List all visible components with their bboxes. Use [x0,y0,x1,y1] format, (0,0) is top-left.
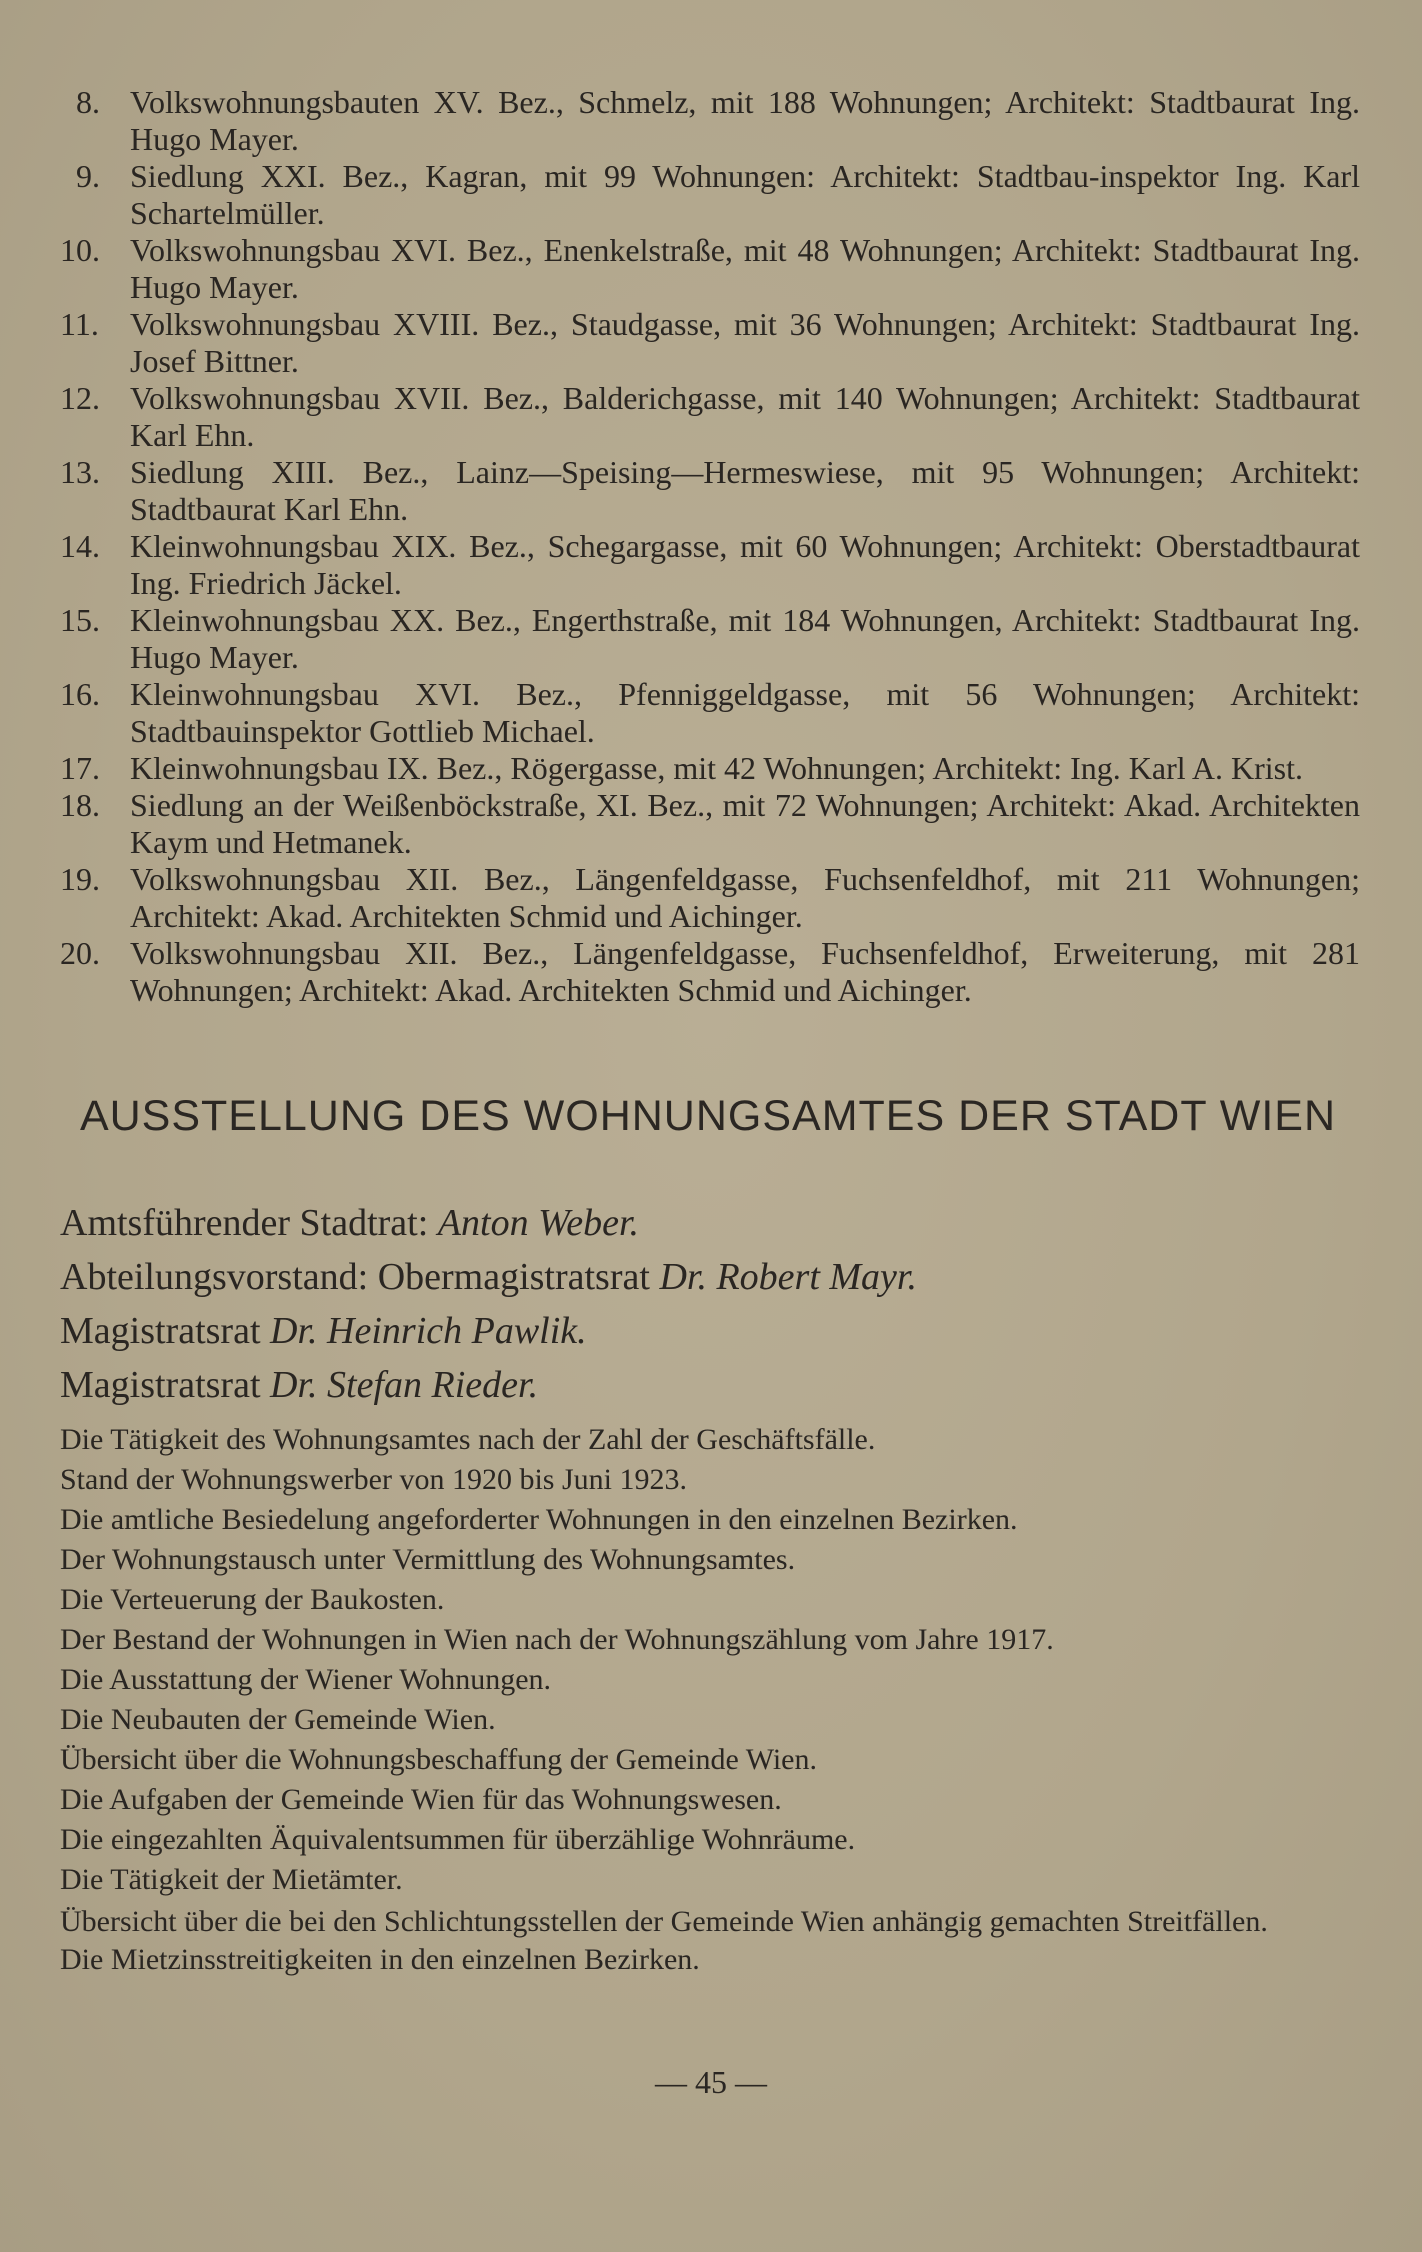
item-number: 15. [60,602,100,638]
official-name: Dr. Stefan Rieder. [270,1364,539,1406]
list-item [60,861,1360,935]
item-number: 17. [60,750,100,786]
item-text: Kleinwohnungsbau XIX. Bez., Schegargasse, mit 60 Wohnungen; Architekt: Oberstadtbaurat Ing. Friedrich Jäckel. [130,528,1360,601]
official-name: Anton Weber. [437,1202,640,1244]
topic-item: Stand der Wohnungswerber von 1920 bis Juni 1923. [60,1463,687,1496]
topic-item: Übersicht über die bei den Schlichtungsstellen der Gemeinde Wien anhängig gemachten Streitfällen. [60,1905,1268,1938]
topic-item: Der Wohnungstausch unter Vermittlung des Wohnungsamtes. [60,1543,796,1576]
item-text: Siedlung XXI. Bez., Kagran, mit 99 Wohnungen: Architekt: Stadtbau-inspektor Ing. Karl Schartelmüller. [130,158,1360,231]
official-line [60,1304,1360,1358]
official-role: Amtsführender Stadtrat: [60,1202,429,1244]
item-text: Volkswohnungsbau XVI. Bez., Enenkelstraße, mit 48 Wohnungen; Architekt: Stadtbaurat Ing. Hugo Mayer. [130,232,1360,305]
item-text: Volkswohnungsbau XVII. Bez., Balderichgasse, mit 140 Wohnungen; Architekt: Stadtbaurat Karl Ehn. [130,380,1360,453]
topic-item: Die Mietzinsstreitigkeiten in den einzelnen Bezirken. [60,1943,700,1976]
item-number: 11. [60,306,99,342]
item-number: 14. [60,528,100,564]
item-number: 18. [60,787,100,823]
official-line [60,1250,1360,1304]
official-name: Dr. Robert Mayr. [659,1256,917,1298]
item-text: Kleinwohnungsbau XVI. Bez., Pfenniggeldgasse, mit 56 Wohnungen; Architekt: Stadtbauinspektor Gottlieb Michael. [130,676,1360,749]
housing-project-list [60,84,1360,1009]
exhibition-topics [60,1420,1360,1980]
item-text: Kleinwohnungsbau XX. Bez., Engerthstraße, mit 184 Wohnungen, Architekt: Stadtbaurat Ing. Hugo Mayer. [130,602,1360,675]
item-number: 20. [60,935,100,971]
topic-item: Übersicht über die Wohnungsbeschaffung der Gemeinde Wien. [60,1743,818,1776]
list-item [60,676,1360,750]
official-role: Abteilungsvorstand: Obermagistratsrat [60,1256,650,1298]
item-text: Volkswohnungsbau XVIII. Bez., Staudgasse, mit 36 Wohnungen; Architekt: Stadtbaurat Ing. Josef Bittner. [130,306,1360,379]
list-item [60,158,1360,232]
item-number: 9. [76,158,100,194]
list-item [60,454,1360,528]
topic-item: Die eingezahlten Äquivalentsummen für überzählige Wohnräume. [60,1823,856,1856]
list-item [60,84,1360,158]
official-line [60,1196,1360,1250]
item-number: 10. [60,232,100,268]
topic-item: Die Verteuerung der Baukosten. [60,1583,445,1616]
official-role: Magistratsrat [60,1310,261,1352]
list-item [60,380,1360,454]
list-item [60,232,1360,306]
item-number: 8. [76,84,100,120]
topic-item: Die Tätigkeit des Wohnungsamtes nach der Zahl der Geschäftsfälle. [60,1423,876,1456]
topic-item: Die Neubauten der Gemeinde Wien. [60,1703,496,1736]
official-line [60,1358,1360,1412]
topic-item: Die Ausstattung der Wiener Wohnungen. [60,1663,552,1696]
list-item [60,750,1360,787]
official-role: Magistratsrat [60,1364,261,1406]
topic-item: Die amtliche Besiedelung angeforderter Wohnungen in den einzelnen Bezirken. [60,1503,1018,1536]
item-text: Siedlung an der Weißenböckstraße, XI. Bez., mit 72 Wohnungen; Architekt: Akad. Architekten Kaym und Hetmanek. [130,787,1360,860]
list-item [60,306,1360,380]
list-item [60,528,1360,602]
item-text: Volkswohnungsbau XII. Bez., Längenfeldgasse, Fuchsenfeldhof, Erweiterung, mit 281 Wohnungen; Architekt: Akad. Architekten Schmid und Aichinger. [130,935,1360,1008]
topic-item: Der Bestand der Wohnungen in Wien nach der Wohnungszählung vom Jahre 1917. [60,1623,1054,1656]
list-item [60,935,1360,1009]
section-heading: AUSSTELLUNG DES WOHNUNGSAMTES DER STADT WIEN [79,1092,1337,1140]
item-number: 13. [60,454,100,490]
item-text: Siedlung XIII. Bez., Lainz—Speising—Hermeswiese, mit 95 Wohnungen; Architekt: Stadtbaurat Karl Ehn. [130,454,1360,527]
official-name: Dr. Heinrich Pawlik. [270,1310,587,1352]
officials-list [60,1196,1360,1412]
item-text: Volkswohnungsbau XII. Bez., Längenfeldgasse, Fuchsenfeldhof, mit 211 Wohnungen; Architekt: Akad. Architekten Schmid und Aichinger. [130,861,1360,934]
topic-item: Die Tätigkeit der Mietämter. [60,1863,403,1896]
item-text: Volkswohnungsbauten XV. Bez., Schmelz, mit 188 Wohnungen; Architekt: Stadtbaurat Ing. Hugo Mayer. [130,84,1360,157]
item-number: 12. [60,380,100,416]
item-number: 19. [60,861,100,897]
topic-item: Die Aufgaben der Gemeinde Wien für das Wohnungswesen. [60,1783,782,1816]
list-item [60,787,1360,861]
item-number: 16. [60,676,100,712]
list-item [60,602,1360,676]
page-number: — 45 — [655,2064,767,2100]
item-text: Kleinwohnungsbau IX. Bez., Rögergasse, mit 42 Wohnungen; Architekt: Ing. Karl A. Krist. [130,750,1303,786]
